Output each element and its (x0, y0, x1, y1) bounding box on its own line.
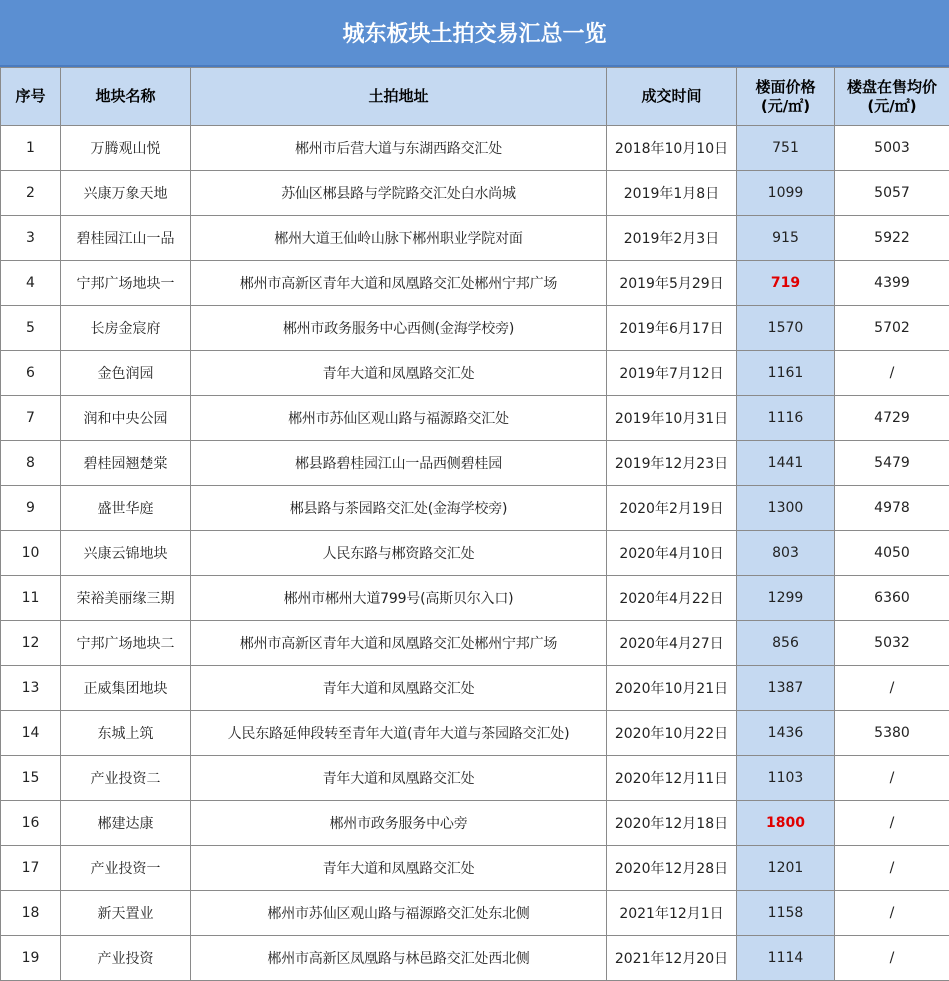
table-row (1, 171, 949, 216)
cell-name: 东城上筑 (61, 711, 191, 756)
cell-avg-price: 6360 (835, 576, 949, 621)
table-header-row (1, 68, 949, 126)
header-floor-price-line1: 楼面价格 (755, 78, 815, 96)
cell-seq: 1 (1, 126, 61, 171)
table-row (1, 801, 949, 846)
cell-address: 郴州市后营大道与东湖西路交汇处 (191, 126, 607, 171)
cell-floor-price: 1570 (737, 306, 835, 351)
cell-avg-price: 4729 (835, 396, 949, 441)
table-row (1, 216, 949, 261)
cell-floor-price: 1114 (737, 936, 835, 981)
cell-floor-price: 1201 (737, 846, 835, 891)
cell-name: 金色润园 (61, 351, 191, 396)
cell-seq: 14 (1, 711, 61, 756)
cell-seq: 11 (1, 576, 61, 621)
cell-address: 郴县路碧桂园江山一品西侧碧桂园 (191, 441, 607, 486)
cell-date: 2021年12月1日 (607, 891, 737, 936)
cell-floor-price: 856 (737, 621, 835, 666)
cell-name: 润和中央公园 (61, 396, 191, 441)
cell-date: 2019年2月3日 (607, 216, 737, 261)
header-avg-price-line1: 楼盘在售均价 (847, 78, 937, 96)
table-row (1, 891, 949, 936)
cell-avg-price: 5032 (835, 621, 949, 666)
cell-seq: 5 (1, 306, 61, 351)
cell-name: 宁邦广场地块二 (61, 621, 191, 666)
cell-date: 2020年10月21日 (607, 666, 737, 711)
cell-name: 碧桂园翘楚棠 (61, 441, 191, 486)
cell-address: 人民东路延伸段转至青年大道(青年大道与茶园路交汇处) (191, 711, 607, 756)
cell-avg-price: / (835, 666, 949, 711)
cell-name: 正威集团地块 (61, 666, 191, 711)
table-row (1, 261, 949, 306)
cell-date: 2019年12月23日 (607, 441, 737, 486)
table-row (1, 936, 949, 981)
cell-date: 2020年10月22日 (607, 711, 737, 756)
cell-address: 郴州市政务服务中心西侧(金海学校旁) (191, 306, 607, 351)
cell-seq: 6 (1, 351, 61, 396)
cell-address: 郴州市政务服务中心旁 (191, 801, 607, 846)
table-row (1, 396, 949, 441)
cell-address: 郴州市高新区凤凰路与林邑路交汇处西北侧 (191, 936, 607, 981)
header-floor-price (737, 68, 835, 126)
cell-address: 郴县路与茶园路交汇处(金海学校旁) (191, 486, 607, 531)
cell-name: 万腾观山悦 (61, 126, 191, 171)
table-row (1, 846, 949, 891)
cell-address: 青年大道和凤凰路交汇处 (191, 666, 607, 711)
cell-floor-price: 803 (737, 531, 835, 576)
cell-address: 郴州市郴州大道799号(高斯贝尔入口) (191, 576, 607, 621)
cell-seq: 19 (1, 936, 61, 981)
cell-name: 兴康万象天地 (61, 171, 191, 216)
header-address: 土拍地址 (191, 68, 607, 126)
cell-avg-price: / (835, 936, 949, 981)
cell-floor-price: 1299 (737, 576, 835, 621)
cell-floor-price: 751 (737, 126, 835, 171)
header-avg-price-line2: (元/㎡) (867, 97, 916, 115)
table-row (1, 441, 949, 486)
header-seq: 序号 (1, 68, 61, 126)
cell-avg-price: 4050 (835, 531, 949, 576)
cell-address: 郴州大道王仙岭山脉下郴州职业学院对面 (191, 216, 607, 261)
cell-seq: 2 (1, 171, 61, 216)
cell-name: 碧桂园江山一品 (61, 216, 191, 261)
cell-avg-price: 5479 (835, 441, 949, 486)
cell-name: 产业投资 (61, 936, 191, 981)
cell-date: 2019年6月17日 (607, 306, 737, 351)
table-row (1, 666, 949, 711)
cell-address: 人民东路与郴资路交汇处 (191, 531, 607, 576)
cell-avg-price: 5003 (835, 126, 949, 171)
cell-name: 郴建达康 (61, 801, 191, 846)
table-row (1, 351, 949, 396)
cell-floor-price: 1300 (737, 486, 835, 531)
cell-name: 盛世华庭 (61, 486, 191, 531)
table-row (1, 621, 949, 666)
cell-date: 2018年10月10日 (607, 126, 737, 171)
header-avg-price (835, 68, 949, 126)
cell-seq: 15 (1, 756, 61, 801)
cell-address: 青年大道和凤凰路交汇处 (191, 351, 607, 396)
cell-avg-price: 5922 (835, 216, 949, 261)
cell-seq: 8 (1, 441, 61, 486)
cell-seq: 13 (1, 666, 61, 711)
cell-seq: 3 (1, 216, 61, 261)
cell-floor-price: 1158 (737, 891, 835, 936)
table-body (1, 126, 949, 981)
cell-address: 青年大道和凤凰路交汇处 (191, 846, 607, 891)
table-row (1, 711, 949, 756)
cell-date: 2020年2月19日 (607, 486, 737, 531)
table-row (1, 576, 949, 621)
cell-address: 郴州市高新区青年大道和凤凰路交汇处郴州宁邦广场 (191, 261, 607, 306)
cell-date: 2019年5月29日 (607, 261, 737, 306)
cell-date: 2019年10月31日 (607, 396, 737, 441)
header-name: 地块名称 (61, 68, 191, 126)
cell-avg-price: 5702 (835, 306, 949, 351)
cell-name: 兴康云锦地块 (61, 531, 191, 576)
cell-address: 郴州市苏仙区观山路与福源路交汇处 (191, 396, 607, 441)
cell-date: 2020年12月18日 (607, 801, 737, 846)
table-row (1, 486, 949, 531)
cell-date: 2020年4月27日 (607, 621, 737, 666)
cell-avg-price: 5380 (835, 711, 949, 756)
cell-floor-price: 719 (737, 261, 835, 306)
cell-address: 郴州市苏仙区观山路与福源路交汇处东北侧 (191, 891, 607, 936)
cell-name: 长房金宸府 (61, 306, 191, 351)
cell-date: 2019年1月8日 (607, 171, 737, 216)
cell-date: 2020年12月28日 (607, 846, 737, 891)
cell-seq: 4 (1, 261, 61, 306)
cell-name: 新天置业 (61, 891, 191, 936)
cell-avg-price: 5057 (835, 171, 949, 216)
cell-floor-price: 1800 (737, 801, 835, 846)
table-row (1, 126, 949, 171)
cell-avg-price: / (835, 891, 949, 936)
land-auction-table (0, 67, 949, 981)
cell-floor-price: 1099 (737, 171, 835, 216)
table-row (1, 306, 949, 351)
cell-name: 产业投资二 (61, 756, 191, 801)
cell-date: 2020年4月10日 (607, 531, 737, 576)
cell-date: 2021年12月20日 (607, 936, 737, 981)
cell-name: 荣裕美丽缘三期 (61, 576, 191, 621)
cell-avg-price: / (835, 846, 949, 891)
cell-name: 宁邦广场地块一 (61, 261, 191, 306)
header-date: 成交时间 (607, 68, 737, 126)
cell-floor-price: 1436 (737, 711, 835, 756)
cell-seq: 12 (1, 621, 61, 666)
cell-address: 青年大道和凤凰路交汇处 (191, 756, 607, 801)
cell-floor-price: 915 (737, 216, 835, 261)
cell-seq: 16 (1, 801, 61, 846)
cell-floor-price: 1441 (737, 441, 835, 486)
table-row (1, 531, 949, 576)
header-floor-price-line2: (元/㎡) (761, 97, 810, 115)
cell-seq: 9 (1, 486, 61, 531)
cell-avg-price: / (835, 351, 949, 396)
cell-date: 2020年4月22日 (607, 576, 737, 621)
cell-address: 郴州市高新区青年大道和凤凰路交汇处郴州宁邦广场 (191, 621, 607, 666)
page-title: 城东板块土拍交易汇总一览 (0, 0, 949, 67)
cell-avg-price: / (835, 801, 949, 846)
cell-floor-price: 1161 (737, 351, 835, 396)
cell-avg-price: 4978 (835, 486, 949, 531)
cell-floor-price: 1116 (737, 396, 835, 441)
cell-seq: 17 (1, 846, 61, 891)
cell-avg-price: / (835, 756, 949, 801)
cell-seq: 10 (1, 531, 61, 576)
cell-seq: 7 (1, 396, 61, 441)
table-row (1, 756, 949, 801)
cell-avg-price: 4399 (835, 261, 949, 306)
cell-date: 2019年7月12日 (607, 351, 737, 396)
cell-name: 产业投资一 (61, 846, 191, 891)
cell-floor-price: 1387 (737, 666, 835, 711)
cell-date: 2020年12月11日 (607, 756, 737, 801)
cell-floor-price: 1103 (737, 756, 835, 801)
cell-address: 苏仙区郴县路与学院路交汇处白水尚城 (191, 171, 607, 216)
cell-seq: 18 (1, 891, 61, 936)
